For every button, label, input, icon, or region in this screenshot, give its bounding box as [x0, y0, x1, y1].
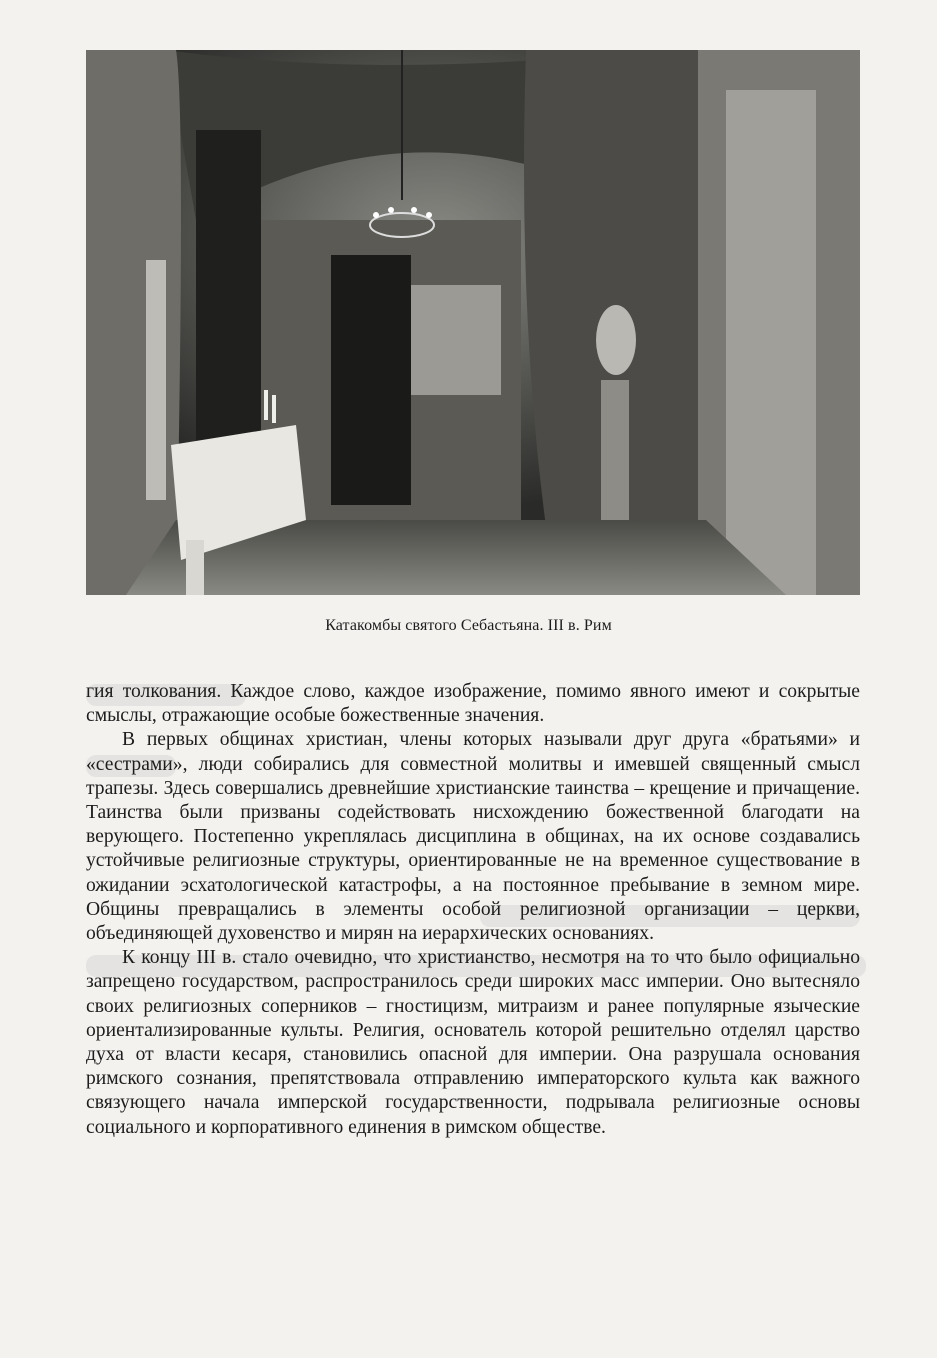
paragraph: К концу III в. стало очевидно, что христианство, несмотря на то что было официально запрещено государством, распространилось среди широких масс империи. Оно вытесняло своих религиозных соперников – гностицизм, митраизм и ранее популярные языческие ориентализированные культы. Религия, основатель которой решительно отделял царство духа от власти кесаря, становились опасной для империи. Она разрушала основания римского сознания, препятствовала отправлению императорского культа как важного связующего начала имперской государственности, подрывала религиозные основы социального и корпоративного единения в римском обществе. [86, 947, 860, 1138]
body-text [86, 680, 860, 1140]
paragraph: В первых общинах христиан, члены которых называли друг друга «братьями» и «сестрами», люди собирались для совместной молитвы и имевшей священный смысл трапезы. Здесь совершались древнейшие христианские таинства – крещение и причащение. Таинства были призваны содействовать нисхождению божественной благодати на верующего. Постепенно укреплялась дисциплина в общинах, на их основе создавались устойчивые религиозные структуры, ориентированные не на временное существование в ожидании эсхатологической катастрофы, а на постоянное пребывание в земном мире. Общины превращались в элементы особой религиозной организации – церкви, объединяющей духовенство и мирян на иерархических основаниях. [86, 729, 860, 945]
paragraph: гия толкования. Каждое слово, каждое изображение, помимо явного имеют и сокрытые смыслы, отражающие особые божественные значения. [86, 681, 860, 727]
catacomb-photo [86, 50, 860, 595]
photo-caption: Катакомбы святого Себастьяна. III в. Рим [325, 617, 612, 634]
